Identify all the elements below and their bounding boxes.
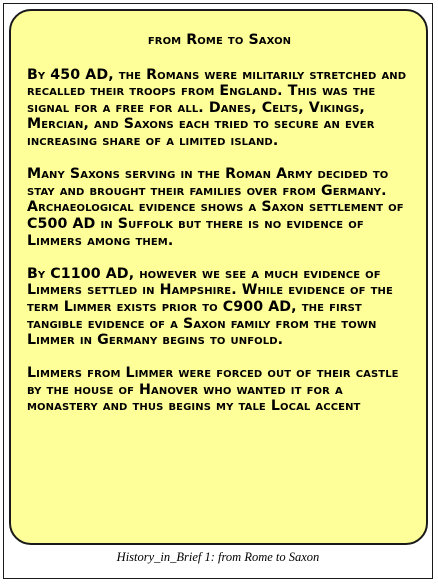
text-card (9, 9, 428, 545)
paragraph-1: By 450 AD, the Romans were militarily stretched and recalled their troops from England. This was the signal for a free for all. Danes, Celts, Vikings, Mercian, and Saxons each tried to secure an ever increasing share of a limited island. (27, 66, 407, 149)
paragraph-2: Many Saxons serving in the Roman Army decided to stay and brought their families over from Germany. Archaeological evidence shows a Saxon settlement of C500 AD in Suffolk but there is no evidence of Limmers among them. (27, 166, 404, 249)
page-frame (3, 3, 433, 579)
paragraph-4: Limmers from Limmer were forced out of their castle by the house of Hanover who wanted it for a monastery and thus begins my tale Local accent (27, 365, 399, 415)
paragraph-3: By C1100 AD, however we see a much evidence of Limmers settled in Hampshire. While evidence of the term Limmer exists prior to C900 AD, the first tangible evidence of a Saxon family from the town Limmer in Germany begins to unfold. (27, 265, 393, 349)
page-title: from Rome to Saxon (147, 32, 292, 48)
figure-caption: History_in_Brief 1: from Rome to Saxon (116, 550, 320, 564)
